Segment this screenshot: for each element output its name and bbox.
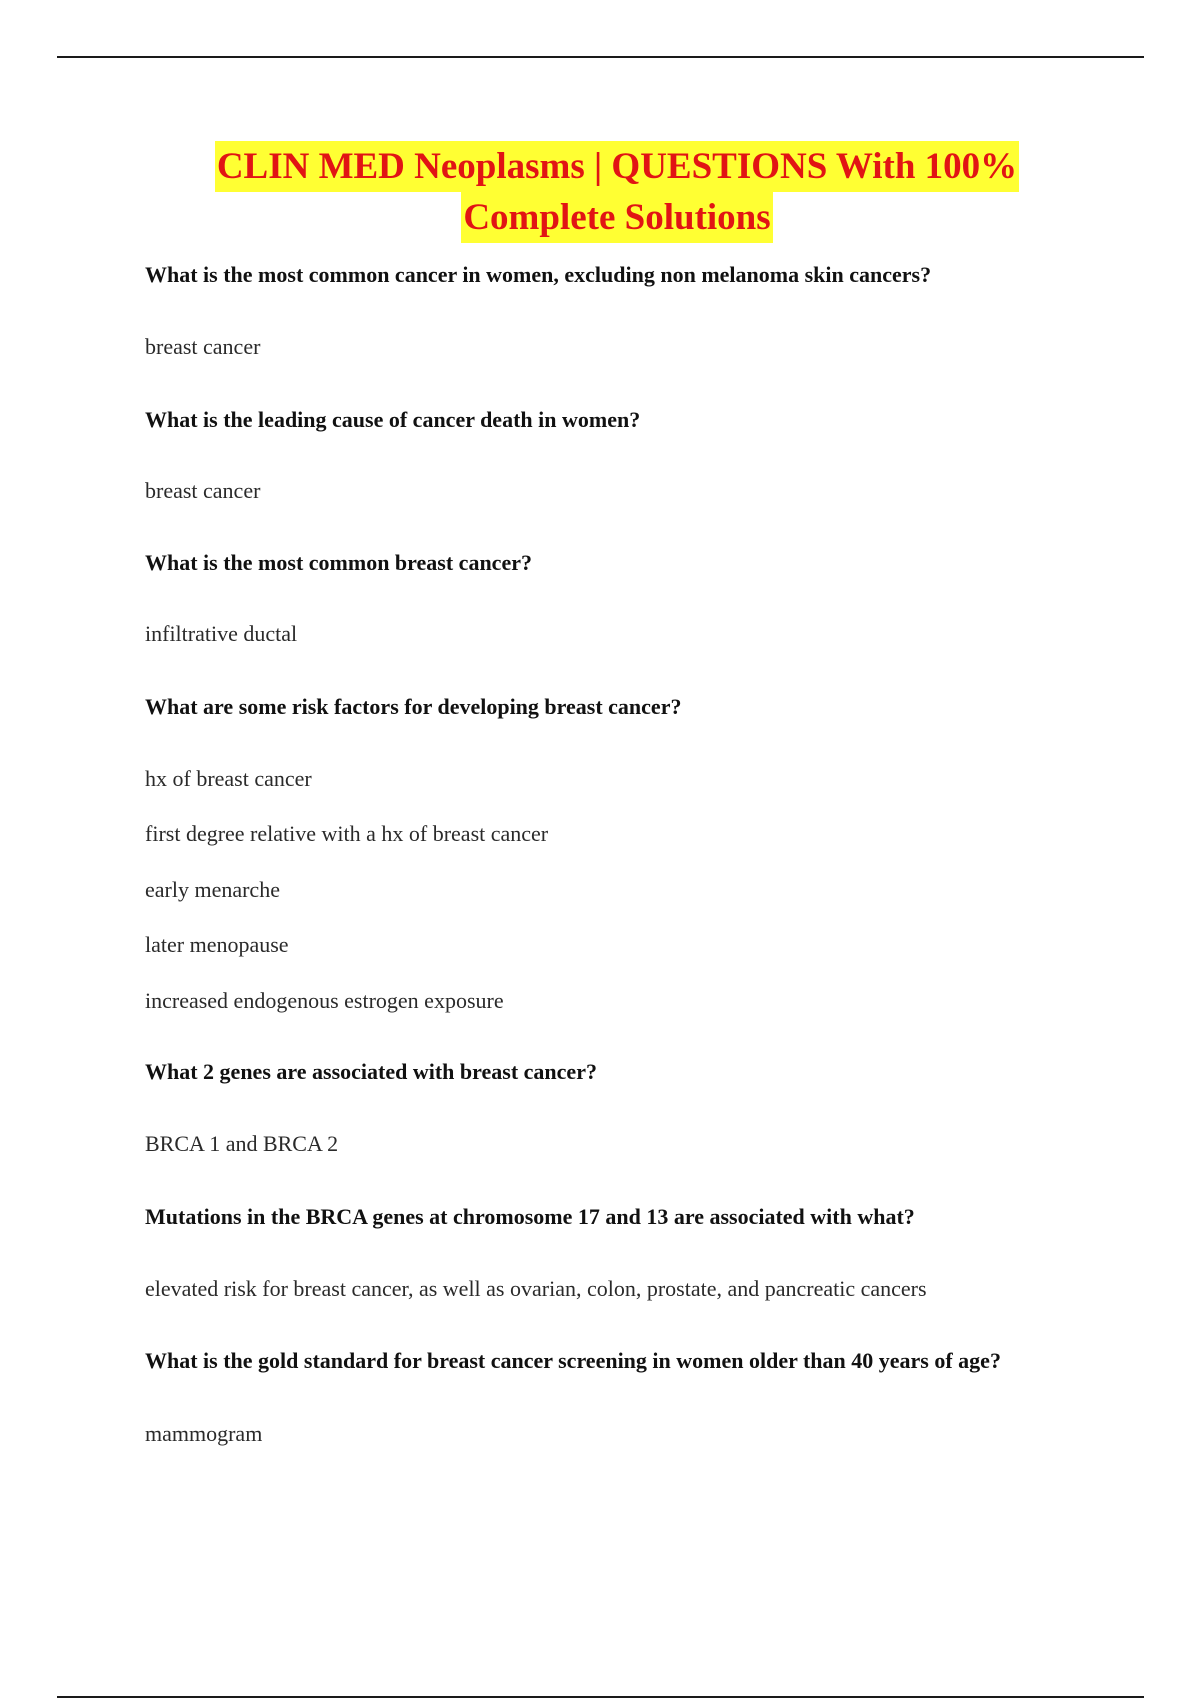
answer-3: infiltrative ductal: [145, 621, 298, 646]
title-line-1: CLIN MED Neoplasms | QUESTIONS With 100%: [215, 141, 1019, 192]
answer-2: breast cancer: [145, 478, 261, 503]
answer-4-item: first degree relative with a hx of breast cancer: [145, 821, 549, 846]
answer-4-item: increased endogenous estrogen exposure: [145, 988, 504, 1013]
answer-6: elevated risk for breast cancer, as well as ovarian, colon, prostate, and pancreatic cancers: [145, 1276, 927, 1301]
answer-4-item: later menopause: [145, 932, 289, 957]
question-6: Mutations in the BRCA genes at chromosome 17 and 13 are associated with what?: [145, 1204, 915, 1229]
document-title: [0, 141, 1200, 243]
answer-5: BRCA 1 and BRCA 2: [145, 1131, 339, 1156]
question-7: What is the gold standard for breast cancer screening in women older than 40 years of age?: [145, 1348, 1001, 1373]
question-1: What is the most common cancer in women, excluding non melanoma skin cancers?: [145, 262, 932, 287]
answer-4-item: hx of breast cancer: [145, 766, 312, 791]
answer-4-item: early menarche: [145, 877, 280, 902]
question-5: What 2 genes are associated with breast cancer?: [145, 1059, 597, 1084]
question-2: What is the leading cause of cancer death in women?: [145, 407, 641, 432]
bottom-rule: [57, 1696, 1144, 1698]
question-4: What are some risk factors for developing breast cancer?: [145, 694, 682, 719]
top-rule: [57, 56, 1144, 58]
title-line-2: Complete Solutions: [461, 192, 772, 243]
answer-7: mammogram: [145, 1421, 263, 1446]
question-3: What is the most common breast cancer?: [145, 550, 532, 575]
answer-1: breast cancer: [145, 334, 261, 359]
